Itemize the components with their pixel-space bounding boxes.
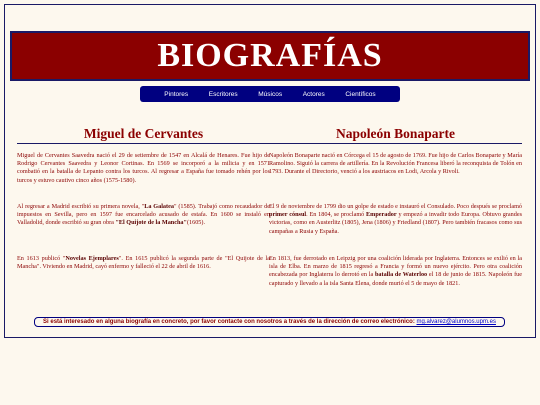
- napoleon-p2-text-c: . En 1804, se proclamó: [306, 211, 367, 219]
- cervantes-p3-bold-novelas: Novelas Ejemplares: [65, 255, 119, 262]
- contact-email-link[interactable]: mg.alvarez@alumnos.upm.es: [416, 319, 496, 325]
- napoleon-paragraph-1: [269, 152, 522, 177]
- cervantes-p2-text-d: (1605).: [186, 219, 206, 227]
- cervantes-p2-text-c: " (1585). Trabajó como recaudador de impuestos en Sevilla, pero en 1597 fue encarcelado acusado de estafa. En 1600 se instaló en Valladolid, donde escribió su gran obra: [17, 203, 270, 227]
- napoleon-p1-text: Napoleón Bonaparte nació en Córcega el 15 de agosto de 1769. Fue hijo de Carlos Bonaparte y María Ramolino. Siguió la carrera de artillería. En la Revolución Francesa liberó la reconquista de Tolón en 1793. Durante el Directorio, venció a los austriacos en Lodi, Arcola y Rivoli.: [269, 152, 522, 176]
- napoleon-p2-bold-consul: primer cónsul: [269, 211, 307, 219]
- napoleon-p3-text-a: En 1813, fue derrotado en Leipzig por una coalición liderada por Inglaterra. Entonces se exilió en la isla de Elba. En marzo de 1815 regresó a Francia y formó un nuevo ejército. Pero otra coalición encabezada por Inglaterra lo derrotó en la: [269, 255, 522, 279]
- cervantes-paragraph-3: [17, 255, 270, 271]
- nav-item-escritores[interactable]: Escritores: [208, 90, 238, 98]
- napoleon-column: [269, 126, 522, 287]
- napoleon-p2-bold-emperador: Emperador: [366, 211, 397, 219]
- nav-item-musicos[interactable]: Músicos: [258, 90, 283, 98]
- napoleon-p2-text-a: El 9 de noviembre de 1799 dio un golpe de estado e instauró el Consulado. Poco después se proclamó: [269, 203, 522, 210]
- cervantes-heading: Miguel de Cervantes: [17, 126, 270, 144]
- cervantes-p2-bold-galatea: La Galatea: [144, 203, 174, 210]
- cervantes-p3-text-c: ". En 1615 publicó la segunda parte de "El Quijote de la Mancha". Viviendo en Madrid, cayó enfermo y falleció el 22 de abril de 1616.: [17, 255, 270, 271]
- napoleon-heading: Napoleón Bonaparte: [269, 126, 522, 144]
- contact-box: [34, 317, 505, 327]
- contact-text: Si está interesado en alguna biografía en concreto, por favor contacte con nosotros a través de la dirección de correo electrónico:: [43, 319, 417, 325]
- page-title: BIOGRAFÍAS: [157, 37, 383, 74]
- napoleon-p2-text-d: y empezó a invadir todo Europa. Obtuvo grandes victorias, como en Austerlitz (1805), Jena (1806) y Friedland (1807). Pero también fracasos como sus campañas a Rusia y España.: [269, 211, 522, 235]
- cervantes-column: [17, 126, 270, 271]
- cervantes-p1-text: Miguel de Cervantes Saavedra nació el 29 de setiembre de 1547 en Alcalá de Henares. Fue hijo de Rodrigo Cervantes Saavedra y Leonor Cortinas. En 1569 se incorporó a la milicia y en 1571 combatió en la batalla de Lepanto contra los turcos. Al regresar a España fue tomado rehén por los turcos y estuvo cautivo cinco años (1575-1580).: [17, 152, 270, 184]
- cervantes-p3-text-a: En 1613 publicó ": [17, 255, 66, 262]
- cervantes-p2-text-a: Al regresar a Madrid escribió su primera novela, ": [17, 203, 145, 210]
- napoleon-paragraph-2: [269, 203, 522, 236]
- nav-item-pintores[interactable]: Pintores: [164, 90, 189, 98]
- cervantes-p2-bold-quijote: "El Quijote de la Mancha": [115, 219, 187, 227]
- napoleon-paragraph-3: [269, 255, 522, 288]
- cervantes-paragraph-2: [17, 203, 270, 228]
- main-nav: [140, 86, 400, 102]
- cervantes-paragraph-1: [17, 152, 270, 185]
- nav-item-actores[interactable]: Actores: [302, 90, 325, 98]
- header-banner: [10, 31, 530, 81]
- napoleon-p3-text-c: el 18 de junio de 1815. Napoleón fue capturado y llevado a la isla Santa Elena, donde murió el 5 de mayo de 1821.: [269, 271, 522, 287]
- napoleon-p3-bold-waterloo: batalla de Waterloo: [374, 271, 428, 279]
- nav-item-cientificos[interactable]: Científicos: [345, 90, 376, 98]
